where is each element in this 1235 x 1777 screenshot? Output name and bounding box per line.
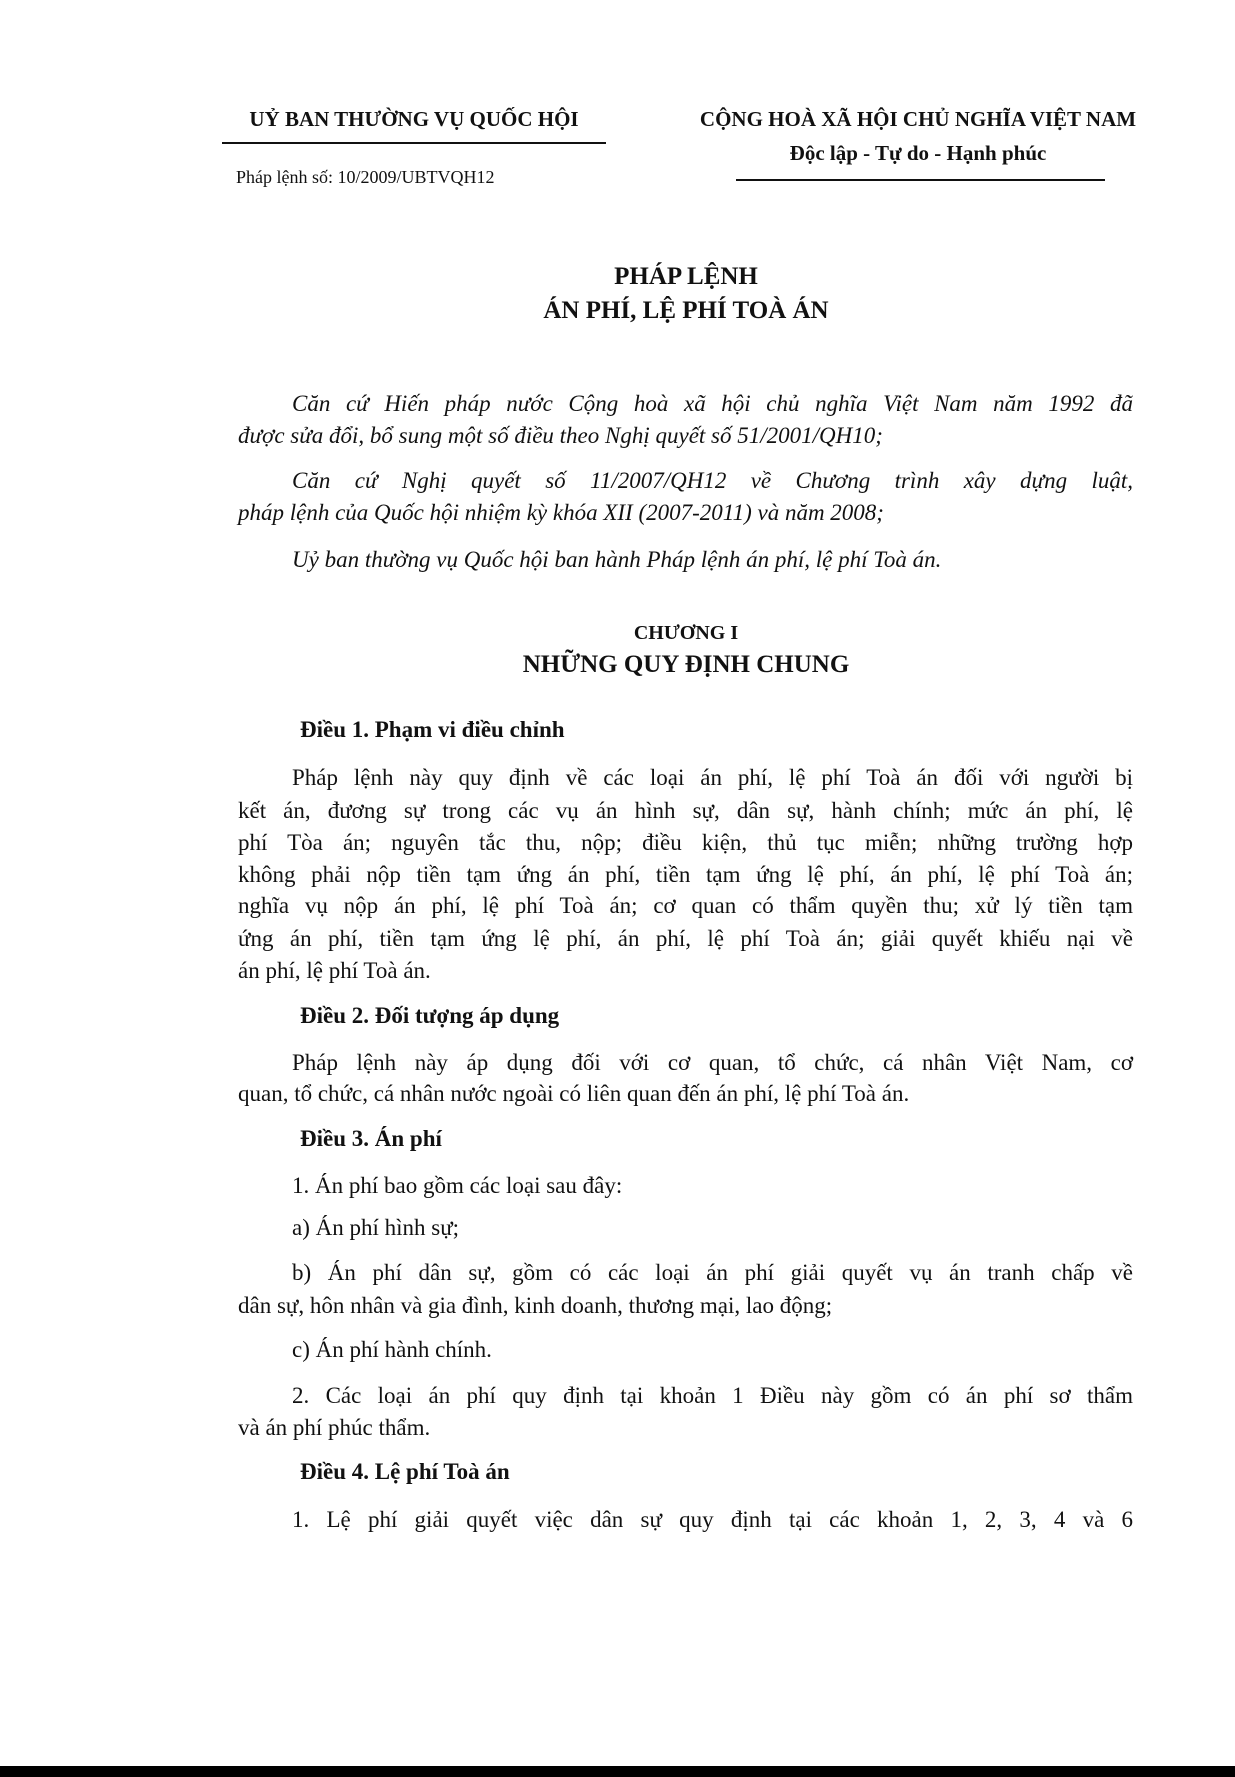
article-1-line: phí Tòa án; nguyên tắc thu, nộp; điều kiện, thủ tục miễn; những trường hợp <box>238 830 1133 855</box>
issuing-body: UỶ BAN THƯỜNG VỤ QUỐC HỘI <box>249 107 579 131</box>
document-number: Pháp lệnh số: 10/2009/UBTVQH12 <box>236 167 495 187</box>
article-3-line: 2. Các loại án phí quy định tại khoản 1 Điều này gồm có án phí sơ thẩm <box>292 1383 1133 1408</box>
preamble-line: Căn cứ Hiến pháp nước Cộng hoà xã hội chủ nghĩa Việt Nam năm 1992 đã <box>292 391 1133 416</box>
article-2-title: Điều 2. Đối tượng áp dụng <box>300 1003 560 1028</box>
article-1-line: ứng án phí, tiền tạm ứng lệ phí, án phí, lệ phí Toà án; giải quyết khiếu nại về <box>238 926 1133 951</box>
header-right-rule <box>736 179 1105 181</box>
article-3-line: a) Án phí hình sự; <box>292 1215 460 1240</box>
chapter-label: CHƯƠNG I <box>633 622 739 644</box>
article-4-title: Điều 4. Lệ phí Toà án <box>300 1459 510 1484</box>
article-1-line: kết án, đương sự trong các vụ án hình sự, dân sự, hành chính; mức án phí, lệ <box>238 798 1133 823</box>
document-title: PHÁP LỆNH <box>614 263 758 290</box>
article-1-title: Điều 1. Phạm vi điều chỉnh <box>300 717 565 742</box>
preamble-line: Uỷ ban thường vụ Quốc hội ban hành Pháp lệnh án phí, lệ phí Toà án. <box>292 547 942 572</box>
document-subtitle: ÁN PHÍ, LỆ PHÍ TOÀ ÁN <box>543 297 829 324</box>
article-2-line: quan, tổ chức, cá nhân nước ngoài có liên quan đến án phí, lệ phí Toà án. <box>238 1081 910 1106</box>
country-name: CỘNG HOÀ XÃ HỘI CHỦ NGHĨA VIỆT NAM <box>699 107 1137 131</box>
article-3-line: 1. Án phí bao gồm các loại sau đây: <box>292 1173 623 1198</box>
header-left-rule <box>222 142 606 144</box>
article-2-line: Pháp lệnh này áp dụng đối với cơ quan, tổ chức, cá nhân Việt Nam, cơ <box>292 1050 1133 1075</box>
article-3-line: c) Án phí hành chính. <box>292 1337 492 1362</box>
article-1-line: không phải nộp tiền tạm ứng án phí, tiền tạm ứng lệ phí, án phí, lệ phí Toà án; <box>238 862 1133 887</box>
article-1-line: Pháp lệnh này quy định về các loại án phí, lệ phí Toà án đối với người bị <box>292 765 1133 790</box>
article-1-line: nghĩa vụ nộp án phí, lệ phí Toà án; cơ quan có thẩm quyền thu; xử lý tiền tạm <box>238 893 1133 918</box>
article-4-line: 1. Lệ phí giải quyết việc dân sự quy định tại các khoản 1, 2, 3, 4 và 6 <box>292 1507 1133 1532</box>
preamble-line: Căn cứ Nghị quyết số 11/2007/QH12 về Chương trình xây dựng luật, <box>292 468 1133 493</box>
article-3-line: và án phí phúc thẩm. <box>238 1415 431 1440</box>
article-3-line: dân sự, hôn nhân và gia đình, kinh doanh, thương mại, lao động; <box>238 1293 833 1318</box>
chapter-name: NHỮNG QUY ĐỊNH CHUNG <box>522 651 850 678</box>
scan-edge-bar <box>0 1766 1235 1777</box>
preamble-line: được sửa đổi, bổ sung một số điều theo Nghị quyết số 51/2001/QH10; <box>238 423 883 448</box>
national-motto: Độc lập - Tự do - Hạnh phúc <box>789 141 1047 165</box>
article-1-line: án phí, lệ phí Toà án. <box>238 958 431 983</box>
article-3-line: b) Án phí dân sự, gồm có các loại án phí giải quyết vụ án tranh chấp về <box>292 1260 1133 1285</box>
article-3-title: Điều 3. Án phí <box>300 1126 442 1151</box>
preamble-line: pháp lệnh của Quốc hội nhiệm kỳ khóa XII (2007-2011) và năm 2008; <box>238 500 884 525</box>
